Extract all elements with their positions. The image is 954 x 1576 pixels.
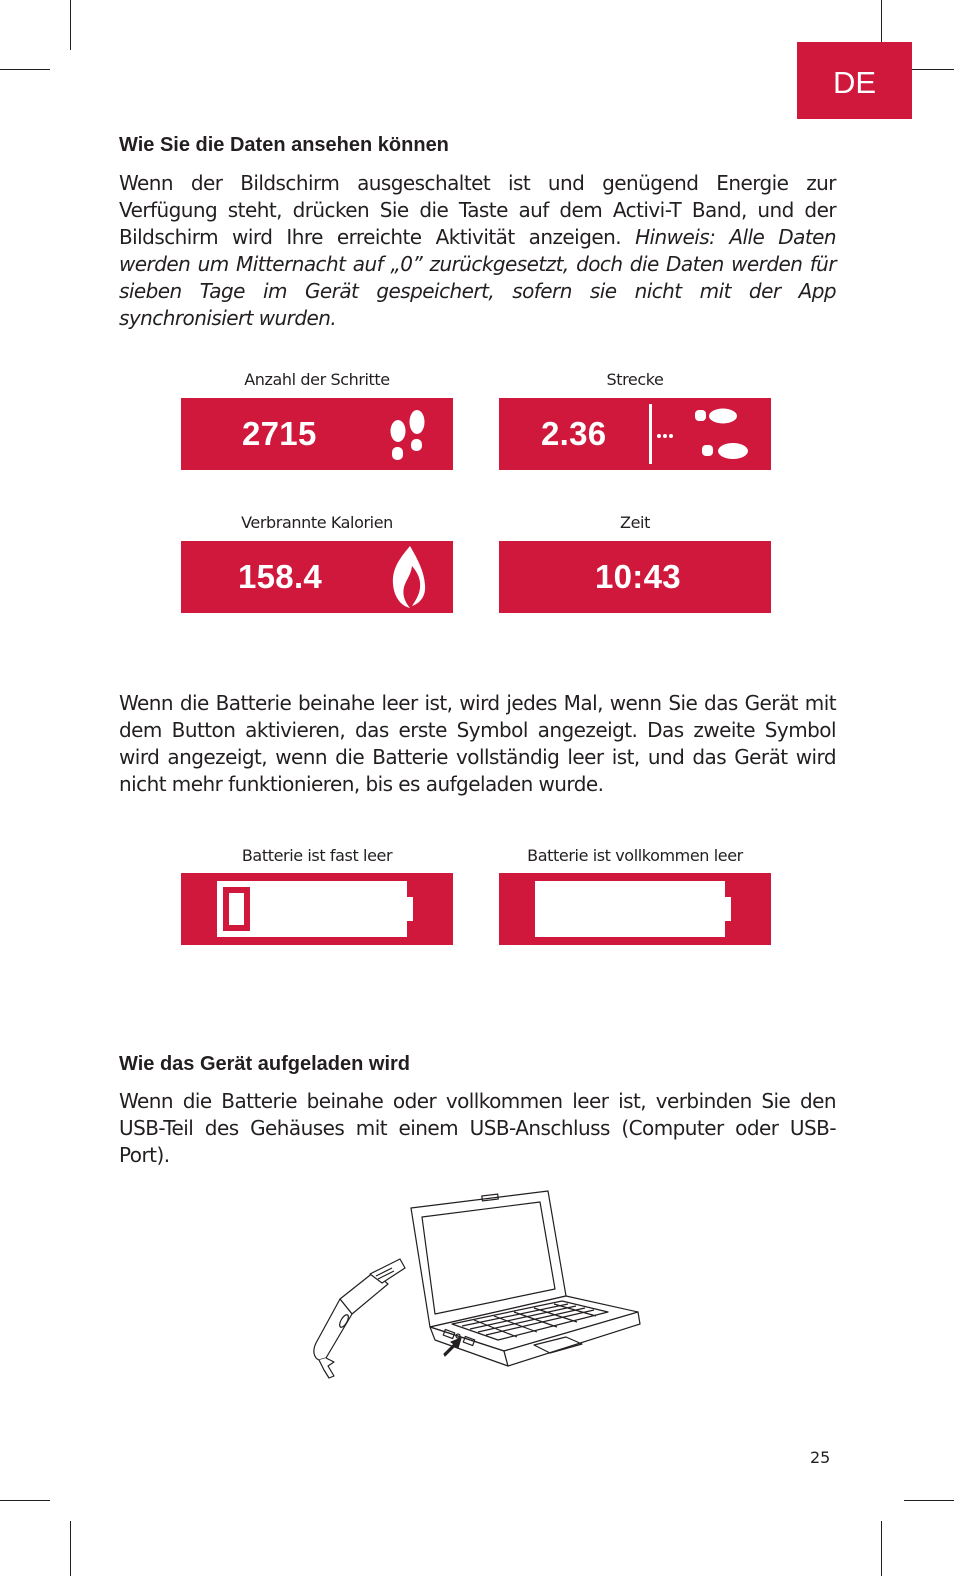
display-label-steps: Anzahl der Schritte — [244, 370, 390, 389]
crop-mark — [881, 1521, 882, 1576]
time-display — [499, 541, 771, 613]
calories-display — [181, 541, 453, 613]
display-label-distance: Strecke — [606, 370, 664, 389]
section-heading-view-data: Wie Sie die Daten ansehen können — [119, 134, 449, 156]
note-text: Hinweis: Alle Daten werden um Mitternacht auf „0” zurückgesetzt, doch die Daten werden für sieben Tage im Gerät gespeichert, sofern sie nicht mit der App synchronisiert wurden. — [119, 225, 836, 330]
crop-mark — [0, 1500, 50, 1501]
calories-value: 158.4 — [238, 558, 323, 595]
battery-empty-icon — [499, 873, 771, 945]
battery-low-icon — [181, 873, 453, 945]
steps-display — [181, 398, 453, 470]
distance-footprints-icon — [641, 398, 771, 470]
battery-label-empty: Batterie ist vollkommen leer — [527, 846, 743, 865]
battery-low-display — [181, 873, 453, 945]
crop-mark — [70, 0, 71, 50]
crop-mark — [70, 1521, 71, 1576]
laptop-usb-illustration — [304, 1188, 644, 1403]
flame-icon — [388, 542, 428, 612]
crop-mark — [904, 1500, 954, 1501]
steps-value: 2715 — [242, 415, 317, 452]
battery-label-low: Batterie ist fast leer — [241, 846, 393, 865]
battery-paragraph: Wenn die Batterie beinahe leer ist, wird jedes Mal, wenn Sie das Gerät mit dem Button aktivieren, das erste Symbol angezeigt. Das zweite Symbol wird angezeigt, wenn die Batterie vollständig leer ist, und das Gerät wird nicht mehr funktionieren, bis es aufgeladen wurde. — [119, 691, 836, 796]
display-label-time: Zeit — [620, 513, 650, 532]
time-value: 10:43 — [595, 558, 681, 595]
footprints-icon — [383, 403, 433, 467]
crop-mark — [0, 69, 50, 70]
page-number: 25 — [810, 1448, 831, 1467]
language-tab: DE — [797, 42, 912, 119]
distance-value: 2.36 — [541, 415, 607, 452]
charging-paragraph: Wenn die Batterie beinahe oder vollkommen leer ist, verbinden Sie den USB-Teil des Gehäuses mit einem USB-Anschluss (Computer oder USB-Port). — [119, 1089, 836, 1167]
view-data-text: Wenn der Bildschirm ausgeschaltet ist und genügend Energie zur Verfügung steht, drücken Sie die Taste auf dem Activi-T Band, und der Bildschirm wird Ihre erreichte Aktivität anzeigen. — [119, 171, 836, 249]
section-heading-charging: Wie das Gerät aufgeladen wird — [119, 1053, 411, 1075]
display-label-calories: Verbrannte Kalorien — [241, 513, 393, 532]
distance-display — [499, 398, 771, 470]
battery-empty-display — [499, 873, 771, 945]
view-data-paragraph — [119, 170, 836, 332]
